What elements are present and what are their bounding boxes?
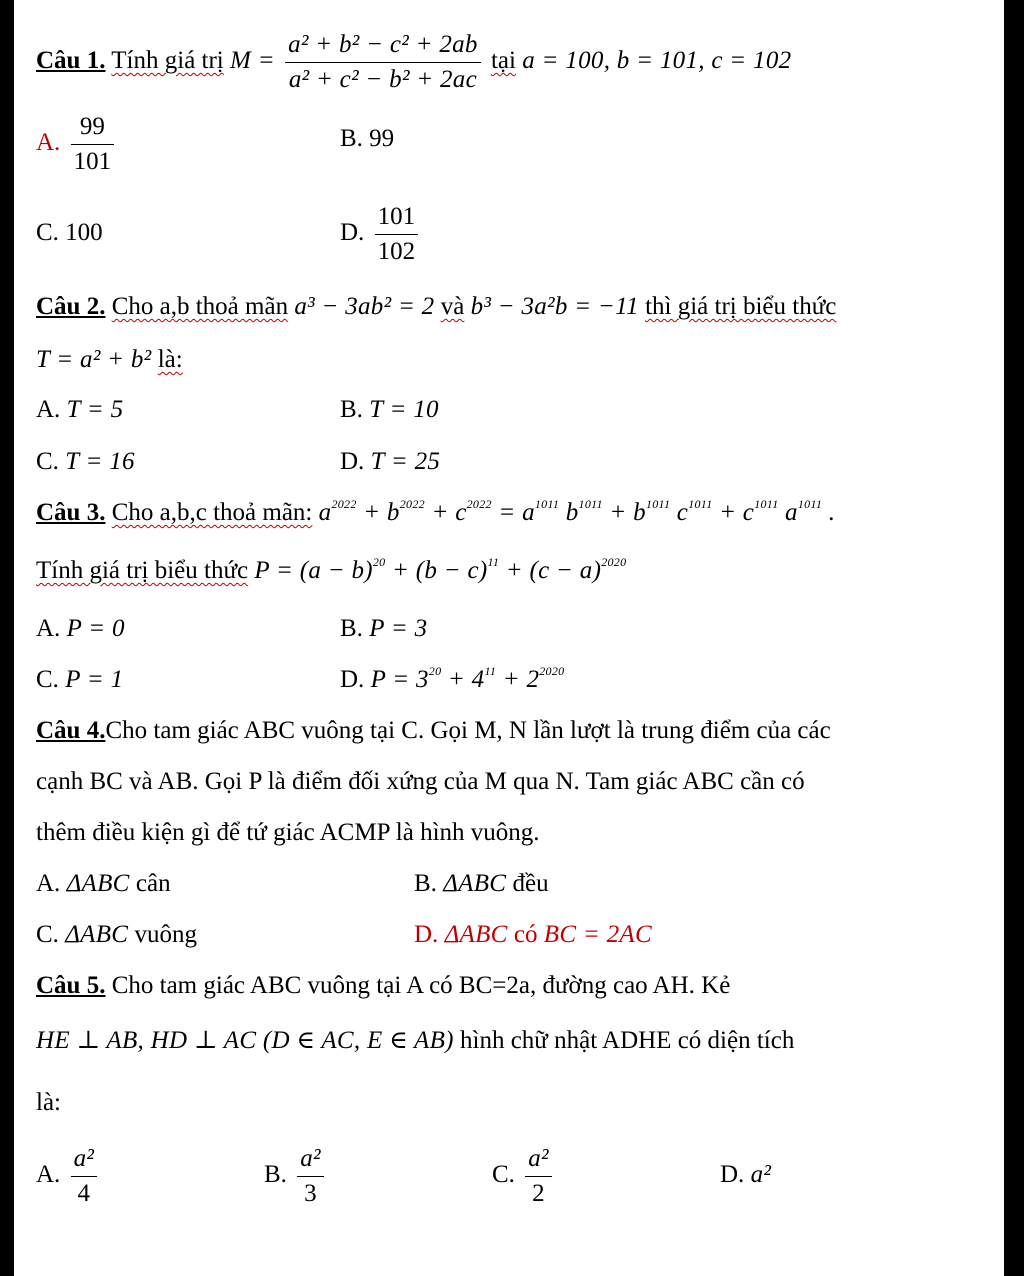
q5-a-fraction (71, 1144, 98, 1209)
q2-option-b (340, 395, 439, 425)
q3-a-value: P = 0 (66, 615, 125, 642)
q5-c-fraction (525, 1144, 552, 1209)
q3-text1: Cho a,b,c thoả mãn: (111, 499, 313, 526)
q2-text2: thì giá trị biểu thức (645, 293, 837, 320)
q5-a-label: A. (36, 1161, 61, 1189)
q5-a-num: a² (71, 1144, 98, 1177)
q3-c-value: P = 1 (65, 666, 124, 693)
q4-d-triangle: ΔABC (444, 921, 508, 948)
q3-option-b (340, 614, 427, 644)
q1-numerator: a² + b² − c² + 2ab (285, 30, 481, 63)
q1-d-num: 101 (375, 202, 419, 235)
q4-c-text: vuông (134, 921, 198, 948)
q1-label: Câu 1. (36, 47, 106, 75)
q5-condition: HE ⊥ AB, HD ⊥ AC (D ∈ AC, E ∈ AB) (36, 1027, 454, 1054)
q3-p-expr: $P = (a - b)^{20} + (b - c)^{11} + (c - a)^{2020}$ (254, 555, 627, 584)
q2-la: là: (157, 346, 183, 373)
q2-option-c (36, 447, 135, 477)
q4-a-triangle: ΔABC (66, 870, 130, 897)
q3-option-d (340, 665, 564, 695)
q3-text2: Tính giá trị biểu thức (36, 557, 249, 584)
q5-b-den: 3 (304, 1180, 317, 1207)
q2-eq1: a³ − 3ab² = 2 (294, 293, 435, 320)
q1-d-fraction (375, 202, 419, 267)
q4-label: Câu 4. (36, 717, 106, 744)
q3-equation: $a^{2022} + b^{2022} + c^{2022} = a^{1011}$ $b^{1011} + b^{1011}$ $c^{1011} + c^{1011}$ $a^{1011}$ . (318, 497, 836, 526)
q1-fraction (285, 30, 481, 95)
q3-d-label: D. (340, 666, 365, 693)
q4-b-text: đều (512, 870, 549, 897)
q4-b-label: B. (414, 870, 437, 897)
q3-b-value: P = 3 (369, 615, 428, 642)
q1-stem (36, 30, 791, 95)
q4-option-b (414, 869, 549, 899)
q5-option-b (264, 1144, 328, 1209)
q4-a-text: cân (135, 870, 171, 897)
q1-text: Tính giá trị (111, 47, 224, 75)
q2-b-label: B. (340, 396, 363, 423)
q5-option-a (36, 1144, 101, 1209)
q5-d-value: a² (750, 1161, 772, 1188)
q1-a-fraction (71, 112, 115, 177)
q3-stem-line2 (36, 556, 626, 586)
q1-at: tại (490, 47, 516, 75)
q5-label: Câu 5. (36, 972, 106, 999)
q1-option-a (36, 112, 118, 177)
q5-line2 (36, 1026, 794, 1056)
q2-t-expr: T = a² + b² (36, 346, 152, 373)
q1-m: M = (230, 47, 275, 75)
q3-a-label: A. (36, 615, 61, 642)
q1-d-label: D. (340, 219, 365, 247)
q4-text1: Cho tam giác ABC vuông tại C. Gọi M, N lần lượt là trung điểm của các (105, 717, 831, 744)
q1-denominator: a² + c² − b² + 2ac (288, 66, 478, 93)
q1-option-c: C. 100 (36, 219, 103, 246)
q2-c-label: C. (36, 448, 59, 475)
q5-text1: Cho tam giác ABC vuông tại A có BC=2a, đường cao AH. Kẻ (111, 972, 731, 999)
q3-option-a (36, 614, 125, 644)
q2-label: Câu 2. (36, 293, 106, 320)
q5-option-c (492, 1144, 556, 1209)
q4-line3: thêm điều kiện gì để tứ giác ACMP là hình vuông. (36, 819, 540, 846)
q2-stem-line2 (36, 345, 183, 375)
q4-d-text: có (513, 921, 538, 948)
q2-c-value: T = 16 (65, 448, 135, 475)
q2-and: và (440, 293, 465, 320)
q2-option-a (36, 395, 123, 425)
q4-b-triangle: ΔABC (443, 870, 507, 897)
q3-label: Câu 3. (36, 499, 106, 526)
q2-b-value: T = 10 (369, 396, 439, 423)
q4-option-a (36, 869, 171, 899)
q4-d-label: D. (414, 921, 439, 948)
q1-a-label: A. (36, 129, 61, 157)
q4-line2: cạnh BC và AB. Gọi P là điểm đối xứng của M qua N. Tam giác ABC cần có (36, 768, 805, 795)
q2-text1: Cho a,b thoả mãn (111, 293, 289, 320)
q1-a-num: 99 (71, 112, 115, 145)
q4-option-c (36, 920, 197, 950)
q5-b-label: B. (264, 1161, 287, 1189)
q1-option-b: B. 99 (340, 125, 395, 152)
q5-line1 (36, 971, 730, 1001)
q4-line1 (36, 716, 831, 746)
q2-a-label: A. (36, 396, 61, 423)
q4-c-triangle: ΔABC (65, 921, 129, 948)
q3-option-c (36, 665, 123, 695)
q5-c-den: 2 (532, 1180, 545, 1207)
q2-d-value: T = 25 (370, 448, 441, 475)
q5-b-num: a² (297, 1144, 324, 1177)
q5-line3: là: (36, 1089, 61, 1116)
worksheet-page (14, 0, 1004, 1276)
q2-d-label: D. (340, 448, 365, 475)
q5-c-num: a² (525, 1144, 552, 1177)
q2-stem (36, 292, 836, 322)
q1-d-den: 102 (377, 238, 416, 265)
q4-a-label: A. (36, 870, 61, 897)
q2-eq2: b³ − 3a²b = −11 (470, 293, 639, 320)
q5-text2: hình chữ nhật ADHE có diện tích (460, 1027, 795, 1054)
q2-option-d (340, 447, 440, 477)
q5-b-fraction (297, 1144, 324, 1209)
q4-option-d-correct (414, 920, 652, 950)
q1-a-den: 101 (73, 148, 112, 175)
q5-c-label: C. (492, 1161, 515, 1189)
q3-d-value: $P = 3^{20} + 4^{11} + 2^{2020}$ (370, 664, 565, 693)
q3-c-label: C. (36, 666, 59, 693)
q3-stem (36, 498, 835, 528)
q5-a-den: 4 (77, 1180, 91, 1207)
q1-option-d (340, 202, 422, 267)
q5-option-d (720, 1160, 771, 1190)
q3-b-label: B. (340, 615, 363, 642)
q2-a-value: T = 5 (66, 396, 124, 423)
q4-c-label: C. (36, 921, 59, 948)
q1-condition: a = 100, b = 101, c = 102 (522, 47, 792, 75)
q4-d-equation: BC = 2AC (543, 921, 652, 948)
q5-d-label: D. (720, 1161, 745, 1188)
